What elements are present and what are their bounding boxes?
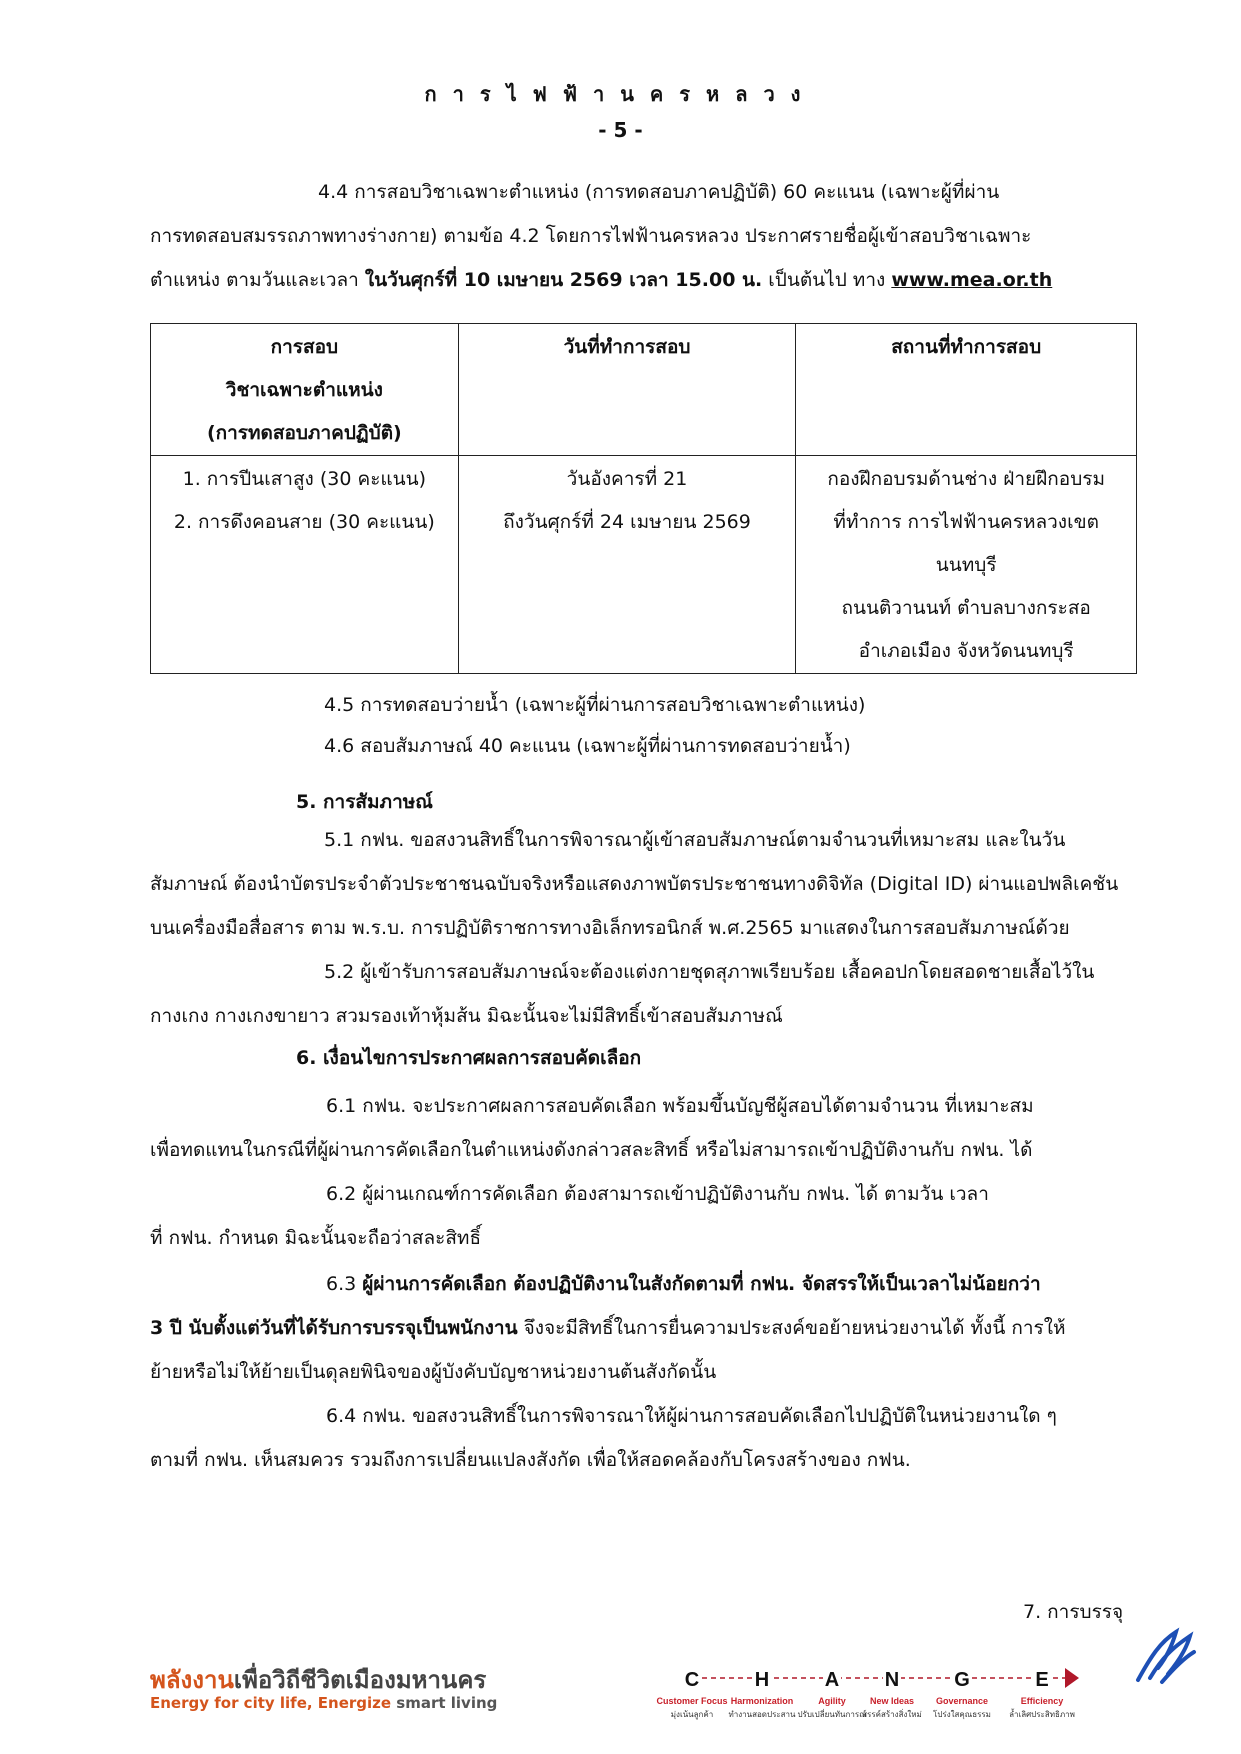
page-number: - 5 - [598, 118, 643, 142]
change-values-graphic [656, 1664, 1132, 1734]
para-5-2-line1: 5.2 ผู้เข้ารับการสอบสัมภาษณ์จะต้องแต่งกายชุดสุภาพเรียบร้อย เสื้อคอปกโดยสอดชายเสื้อไว้ใน [324, 961, 1095, 983]
change-value-en: Governance [935, 1696, 989, 1706]
para-5-2-line2: กางเกง กางเกงขายาว สวมรองเท้าหุ้มส้น มิฉะนั้นจะไม่มีสิทธิ์เข้าสอบสัมภาษณ์ [150, 1005, 783, 1027]
change-value-en: Agility [818, 1696, 846, 1706]
change-letter: G [954, 1669, 970, 1691]
table-header-row [151, 324, 1137, 456]
change-value-th: สรรค์สร้างสิ่งใหม่ [862, 1710, 922, 1719]
location-line: ที่ทำการ การไฟฟ้านครหลวงเขต [833, 511, 1099, 533]
mea-logo-icon [1132, 1628, 1198, 1686]
col-header-date: วันที่ทำการสอบ [458, 324, 796, 456]
para-6-4-line1: 6.4 กฟน. ขอสงวนสิทธิ์ในการพิจารณาให้ผู้ผ่านการสอบคัดเลือกไปปฏิบัติในหน่วยงานใด ๆ [326, 1405, 1057, 1427]
location-line: อำเภอเมือง จังหวัดนนทบุรี [858, 640, 1074, 662]
location-line: ถนนติวานนท์ ตำบลบางกระสอ [841, 597, 1091, 619]
col-header-exam [151, 324, 459, 456]
location-line: นนทบุรี [935, 554, 997, 576]
slogan-part-b: เพื่อวิถีชีวิตเมืองมหานคร [233, 1666, 487, 1694]
para-6-3-bold1: ผู้ผ่านการคัดเลือก ต้องปฏิบัติงานในสังกัดตามที่ กฟน. จัดสรรให้เป็นเวลาไม่น้อยกว่า [362, 1273, 1041, 1295]
table-row [151, 456, 1137, 674]
change-value-th: มุ่งเน้นลูกค้า [670, 1710, 714, 1719]
exam-date-line: วันอังคารที่ 21 [566, 468, 688, 490]
para-6-3-number: 6.3 [326, 1273, 363, 1295]
col-header-exam-l2: วิชาเฉพาะตำแหน่ง [225, 379, 383, 401]
change-letter: E [1035, 1669, 1049, 1691]
para-6-3-line1 [326, 1262, 1041, 1306]
change-value-th: โปร่งใสคุณธรรม [933, 1710, 991, 1719]
para-6-4-line2: ตามที่ กฟน. เห็นสมควร รวมถึงการเปลี่ยนแปลงสังกัด เพื่อให้สอดคล้องกับโครงสร้างของ กฟน. [150, 1449, 911, 1471]
para-6-3-line2 [150, 1306, 1066, 1350]
para-4-4-text: ตำแหน่ง ตามวันและเวลา [150, 269, 365, 291]
change-letters [656, 1666, 1074, 1720]
col-header-exam-l3: (การทดสอบภาคปฏิบัติ) [206, 422, 402, 444]
col-header-exam-l1: การสอบ [270, 336, 339, 358]
exam-date-line: ถึงวันศุกร์ที่ 24 เมษายน 2569 [503, 511, 751, 533]
para-6-3-rest: จึงจะมีสิทธิ์ในการยื่นความประสงค์ขอย้ายหน่วยงานได้ ทั้งนี้ การให้ [517, 1317, 1066, 1339]
location-line: กองฝึกอบรมด้านช่าง ฝ่ายฝึกอบรม [827, 468, 1105, 490]
footer-slogan-en [150, 1694, 497, 1712]
para-6-2-line1: 6.2 ผู้ผ่านเกณฑ์การคัดเลือก ต้องสามารถเข้าปฏิบัติงานกับ กฟน. ได้ ตามวัน เวลา [326, 1183, 989, 1205]
exam-item: 1. การปีนเสาสูง (30 คะแนน) [182, 468, 427, 490]
para-6-3-line3: ย้ายหรือไม่ให้ย้ายเป็นดุลยพินิจของผู้บังคับบัญชาหน่วยงานต้นสังกัดนั้น [150, 1361, 717, 1383]
para-4-6: 4.6 สอบสัมภาษณ์ 40 คะแนน (เฉพาะผู้ที่ผ่านการทดสอบว่ายน้ำ) [324, 735, 851, 757]
exam-schedule-table [150, 323, 1137, 674]
para-6-1-line2: เพื่อทดแทนในกรณีที่ผู้ผ่านการคัดเลือกในตำแหน่งดังกล่าวสละสิทธิ์ หรือไม่สามารถเข้าปฏิบัติงานกับ กฟน. ได้ [150, 1139, 1033, 1161]
exam-item: 2. การดึงคอนสาย (30 คะแนน) [173, 511, 435, 533]
section-5-title: 5. การสัมภาษณ์ [296, 791, 433, 813]
announce-date: ในวันศุกร์ที่ 10 เมษายน 2569 เวลา 15.00 น. [364, 269, 763, 291]
cell-exam-location [796, 456, 1137, 674]
change-letter: A [824, 1669, 840, 1691]
change-letter: H [754, 1669, 770, 1691]
change-value-en: Customer Focus [656, 1696, 728, 1706]
slogan-en-c: smart living [391, 1694, 498, 1712]
change-value-th: ล้ำเลิศประสิทธิภาพ [1009, 1710, 1075, 1719]
para-6-2-line2: ที่ กฟน. กำหนด มิฉะนั้นจะถือว่าสละสิทธิ์ [150, 1227, 482, 1249]
change-value-th: ทำงานสอดประสาน [728, 1710, 796, 1719]
slogan-part-a: พลังงาน [150, 1666, 234, 1694]
cell-exam-items [151, 456, 459, 674]
change-value-th: ปรับเปลี่ยนทันการณ์ [797, 1710, 867, 1719]
para-5-1-line2: สัมภาษณ์ ต้องนำบัตรประจำตัวประชาชนฉบับจริงหรือแสดงภาพบัตรประชาชนทางดิจิทัล (Digital ID) ผ่านแอปพลิเคชัน [150, 873, 1119, 895]
slogan-en-a: Energy for city life, [150, 1694, 318, 1712]
para-6-1-line1: 6.1 กฟน. จะประกาศผลการสอบคัดเลือก พร้อมขึ้นบัญชีผู้สอบได้ตามจำนวน ที่เหมาะสม [326, 1095, 1034, 1117]
slogan-en-b: Energize [317, 1694, 392, 1712]
para-4-4-line1: 4.4 การสอบวิชาเฉพาะตำแหน่ง (การทดสอบภาคปฏิบัติ) 60 คะแนน (เฉพาะผู้ที่ผ่าน [318, 181, 1000, 203]
para-4-5: 4.5 การทดสอบว่ายน้ำ (เฉพาะผู้ที่ผ่านการสอบวิชาเฉพาะตำแหน่ง) [324, 694, 866, 716]
change-arrow-icon [1065, 1668, 1079, 1688]
col-header-location: สถานที่ทำการสอบ [796, 324, 1137, 456]
change-letter: N [884, 1669, 900, 1691]
change-value-en: Efficiency [1020, 1696, 1064, 1706]
para-5-1-line1: 5.1 กฟน. ขอสงวนสิทธิ์ในการพิจารณาผู้เข้าสอบสัมภาษณ์ตามจำนวนที่เหมาะสม และในวัน [324, 829, 1066, 851]
para-4-4-text2: เป็นต้นไป ทาง [762, 269, 892, 291]
cell-exam-date [458, 456, 796, 674]
para-4-4-line3 [150, 258, 1052, 302]
change-letter: C [684, 1669, 700, 1691]
para-4-4-line2: การทดสอบสมรรถภาพทางร่างกาย) ตามข้อ 4.2 โดยการไฟฟ้านครหลวง ประกาศรายชื่อผู้เข้าสอบวิชาเฉพาะ [150, 225, 1032, 247]
para-6-3-bold2: 3 ปี นับตั้งแต่วันที่ได้รับการบรรจุเป็นพนักงาน [150, 1317, 518, 1339]
mea-website-link[interactable]: www.mea.or.th [891, 269, 1053, 291]
change-value-en: New Ideas [869, 1696, 915, 1706]
page-header-org: การไฟฟ้านครหลวง [424, 82, 817, 106]
continuation-note: 7. การบรรจุ [1023, 1601, 1124, 1623]
change-value-en: Harmonization [730, 1696, 794, 1706]
para-5-1-line3: บนเครื่องมือสื่อสาร ตาม พ.ร.บ. การปฏิบัติราชการทางอิเล็กทรอนิกส์ พ.ศ.2565 มาแสดงในการสอบสัมภาษณ์ด้วย [150, 917, 1070, 939]
section-6-title: 6. เงื่อนไขการประกาศผลการสอบคัดเลือก [296, 1047, 642, 1069]
